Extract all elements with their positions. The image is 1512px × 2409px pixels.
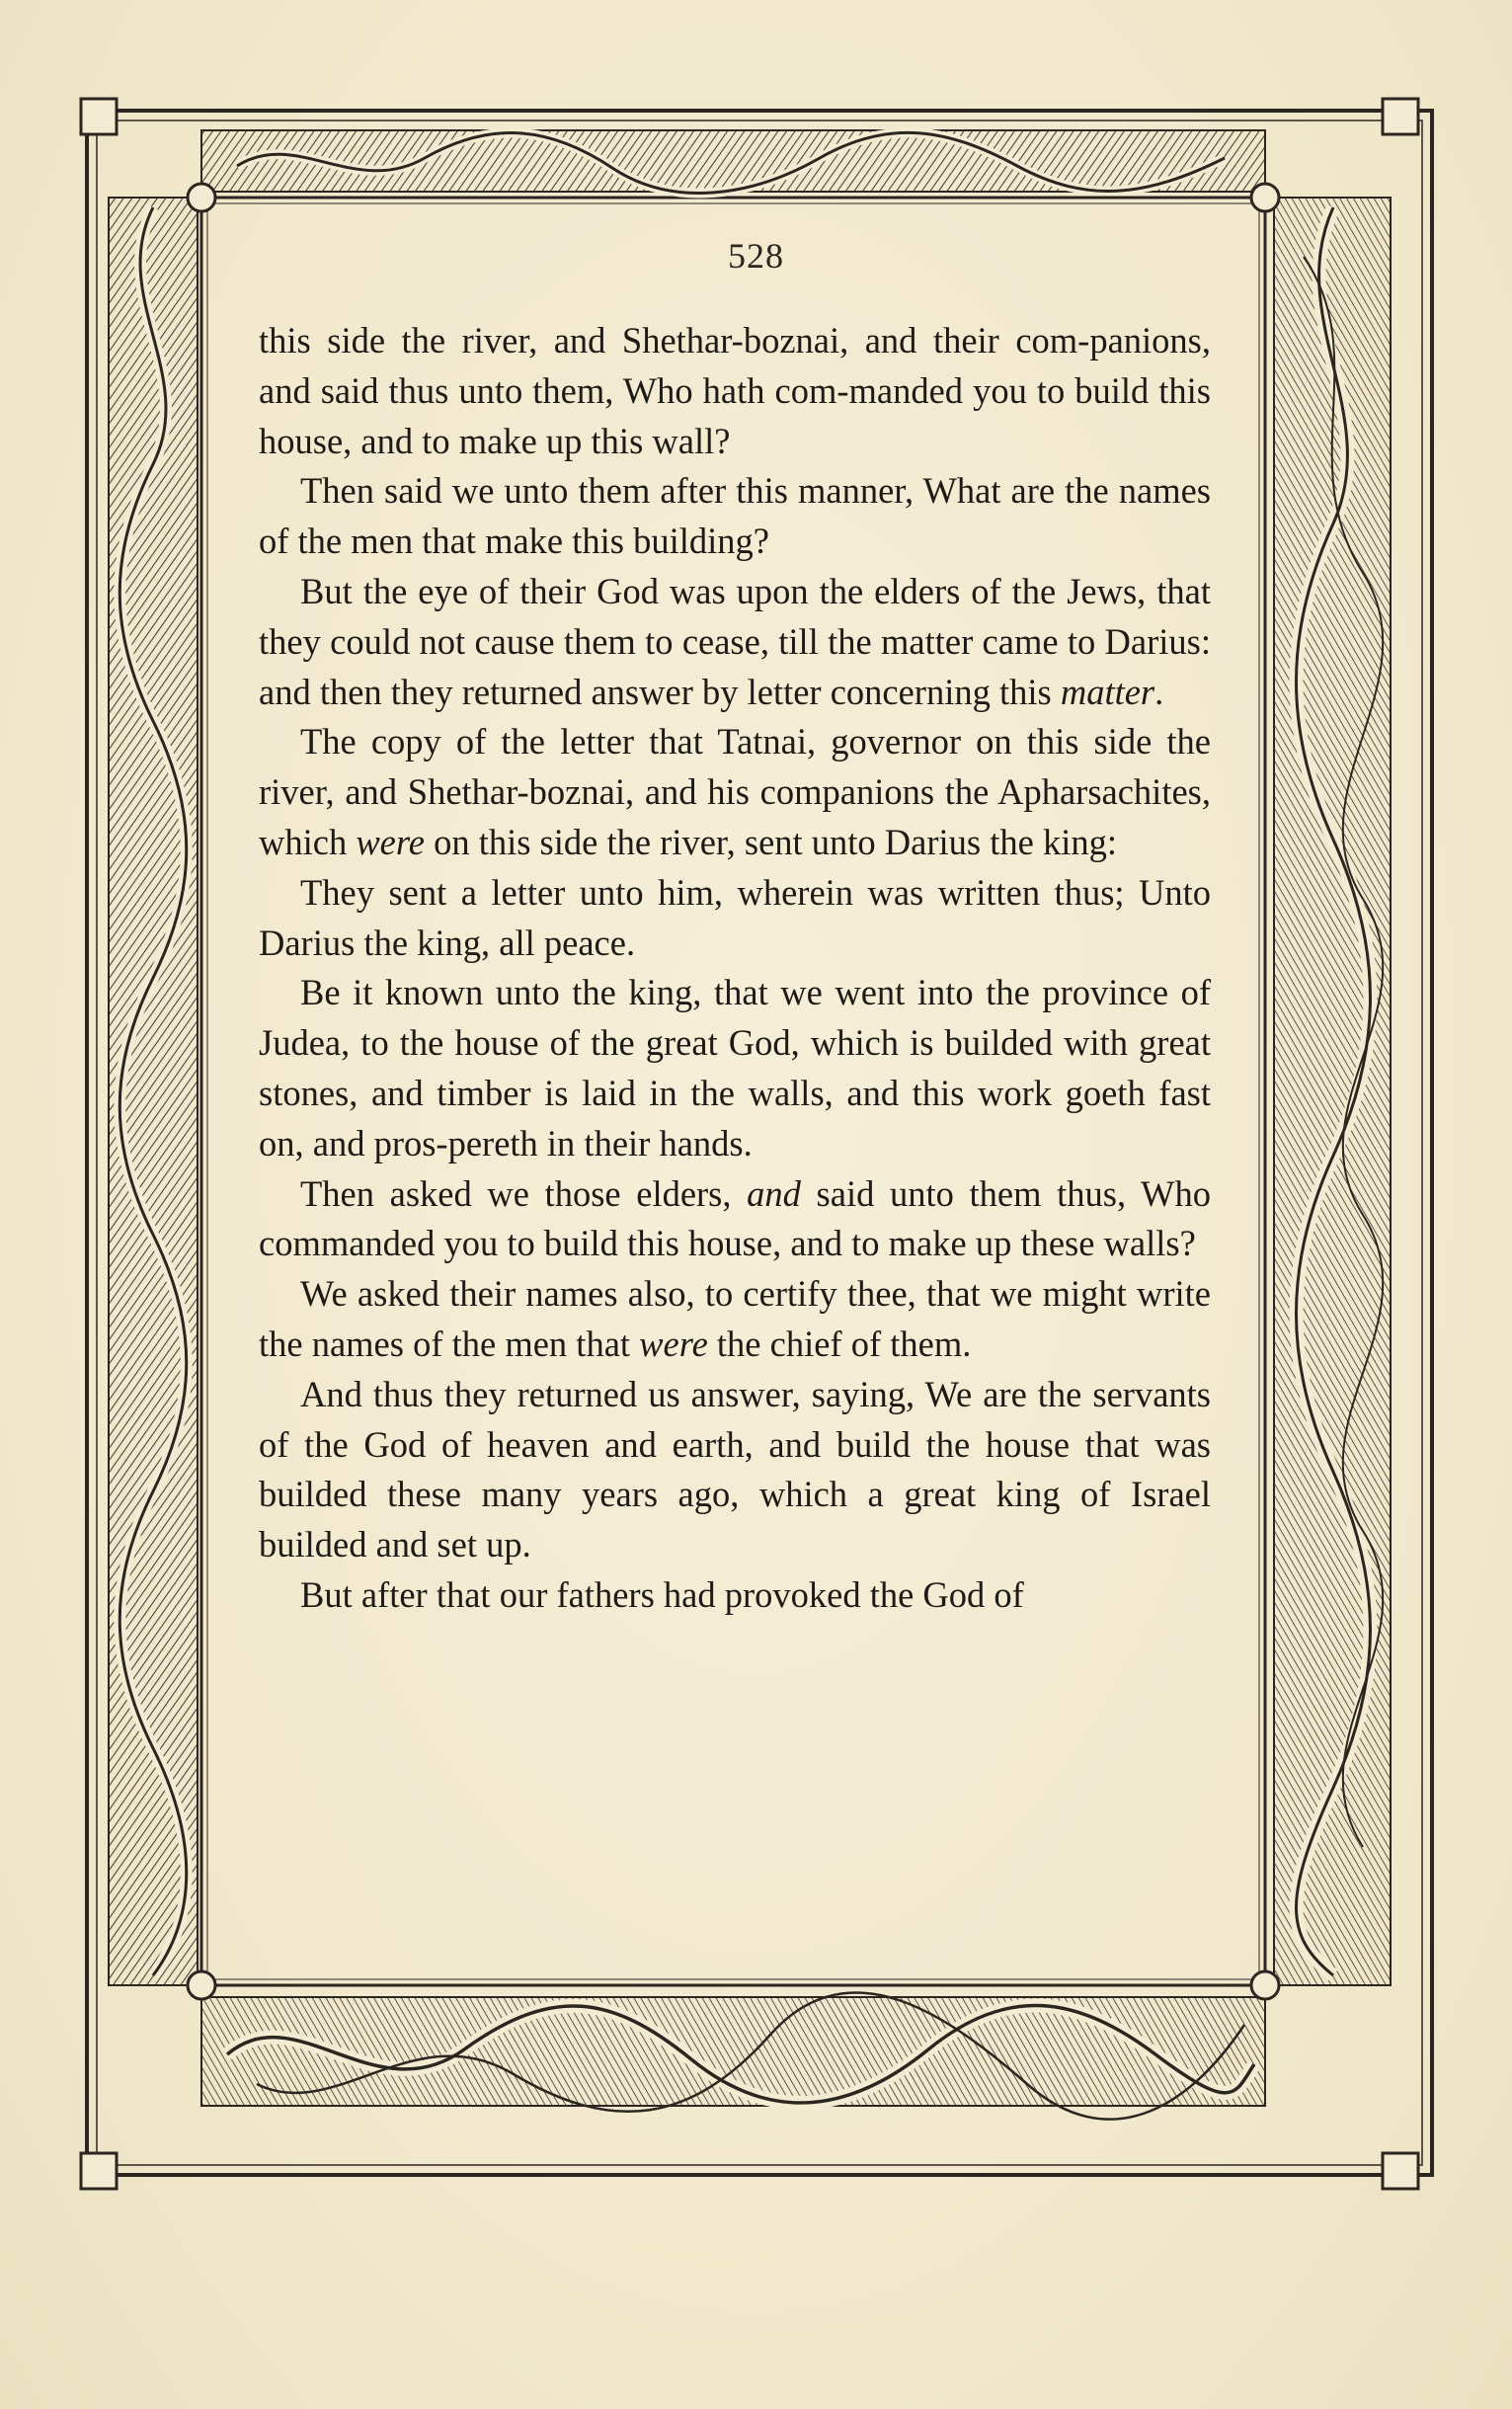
text-segment: Then said we unto them after this manner, What are the names of the men that make this building?: [259, 470, 1211, 562]
text-segment: said unto them thus, Who commanded you to build this house, and to make up these walls?: [259, 1172, 1212, 1264]
italic-text: were: [356, 821, 425, 862]
page-number: 528: [728, 236, 784, 276]
paragraph: [259, 466, 1211, 567]
paragraph: [259, 1269, 1211, 1370]
text-segment: .: [1154, 671, 1164, 712]
right-ornament-band: [1274, 198, 1391, 1985]
text-segment: The copy of the letter that Tatnai, governor on this side the river, and Shethar-boznai, and his companions the Apharsachites, which: [259, 721, 1211, 862]
italic-text: matter: [1060, 671, 1155, 712]
paragraph: [259, 316, 1211, 466]
bottom-ornament-band: [201, 1992, 1265, 2119]
text-segment: on this side the river, sent unto Darius the king:: [424, 821, 1117, 862]
paragraph: [259, 868, 1211, 969]
text-segment: But after that our fathers had provoked the God of: [300, 1573, 1024, 1615]
text-segment: Be it known unto the king, that we went into the province of Judea, to the house of the great God, which is builded with great stones, and timber is laid in the walls, and this work goeth fast on, and pros-pereth in their hands.: [259, 972, 1211, 1164]
text-segment: But the eye of their God was upon the elders of the Jews, that they could not cause them to cease, till the matter came to Darius: and then they returned answer by letter concerning this: [259, 570, 1211, 712]
text-segment: And thus they returned us answer, saying, We are the servants of the God of heaven and earth, and build the house that was builded these many years ago, which a great king of Israel builded and set up.: [259, 1373, 1211, 1566]
text-segment: They sent a letter unto him, wherein was written thus; Unto Darius the king, all peace.: [259, 871, 1211, 963]
top-ornament-band: [201, 130, 1265, 193]
paragraph: [259, 717, 1211, 867]
paragraph: [259, 968, 1211, 1168]
italic-text: were: [639, 1323, 708, 1364]
text-segment: We asked their names also, to certify thee, that we might write the names of the men that: [259, 1273, 1211, 1364]
text-segment: this side the river, and Shethar-boznai, and their com-panions, and said thus unto them, Who hath com-manded you to build this house, and to make up this wall?: [259, 320, 1211, 461]
text-segment: Then asked we those elders,: [300, 1172, 748, 1214]
body-text: [259, 316, 1211, 1621]
paragraph: [259, 1370, 1211, 1570]
italic-text: and: [747, 1172, 801, 1214]
paragraph: [259, 1570, 1211, 1621]
paragraph: [259, 567, 1211, 717]
paragraph: [259, 1169, 1211, 1270]
left-ornament-band: [109, 198, 198, 1985]
text-segment: the chief of them.: [707, 1323, 972, 1364]
